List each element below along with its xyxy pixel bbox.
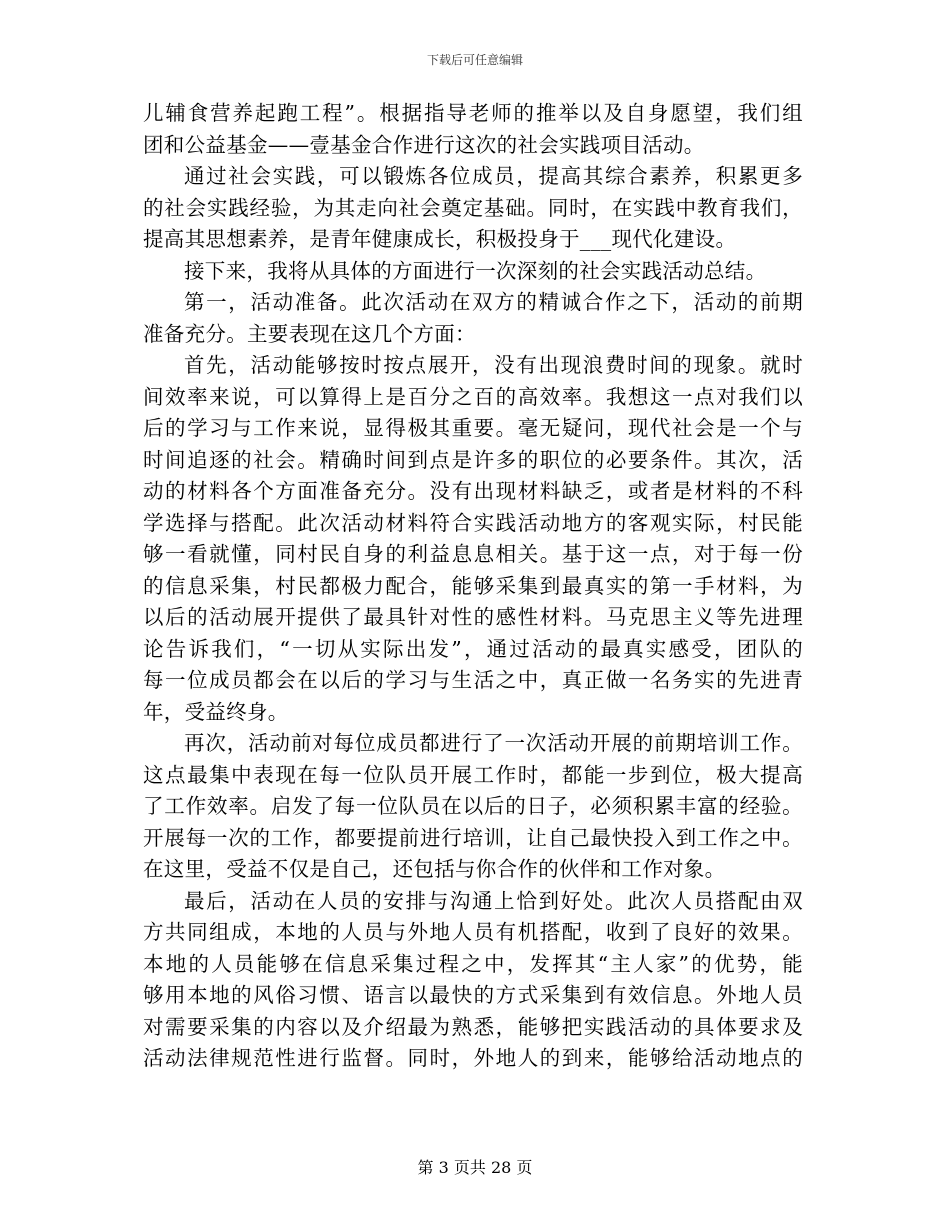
text-line: 通过社会实践，可以锻炼各位成员，提高其综合素养，积累更多 bbox=[184, 164, 803, 188]
text-line: 最后，活动在人员的安排与沟通上恰到好处。此次人员搭配由双 bbox=[184, 888, 803, 913]
text-line: 够一看就懂，同村民自身的利益息息相关。基于这一点，对于每一份 bbox=[143, 542, 803, 566]
text-line: 方共同组成，本地的人员与外地人员有机搭配，收到了良好的效果。 bbox=[143, 920, 803, 944]
text-line: 第一，活动准备。此次活动在双方的精诚合作之下，活动的前期 bbox=[184, 290, 803, 314]
page-header: 下载后可任意编辑 bbox=[426, 53, 523, 67]
text-line: 准备充分。主要表现在这几个方面： bbox=[143, 321, 476, 346]
document-body bbox=[143, 98, 803, 1075]
text-line: 年，受益终身。 bbox=[143, 699, 289, 724]
text-line: 接下来，我将从具体的方面进行一次深刻的社会实践活动总结。 bbox=[184, 258, 767, 283]
text-line: 首先，活动能够按时按点展开，没有出现浪费时间的现象。就时 bbox=[184, 353, 803, 377]
text-line: 每一位成员都会在以后的学习与生活之中，真正做一名务实的先进青 bbox=[143, 668, 803, 692]
text-line: 再次，活动前对每位成员都进行了一次活动开展的前期培训工作。 bbox=[184, 731, 803, 755]
text-line: 时间追逐的社会。精确时间到点是许多的职位的必要条件。其次，活 bbox=[143, 447, 803, 472]
text-line: 论告诉我们，“一切从实际出发”，通过活动的最真实感受，团队的 bbox=[143, 636, 803, 661]
text-line: 的社会实践经验，为其走向社会奠定基础。同时，在实践中教育我们， bbox=[143, 195, 803, 220]
text-line: 儿辅食营养起跑工程”。根据指导老师的推举以及自身愿望，我们组 bbox=[143, 101, 803, 125]
text-line: 学选择与搭配。此次活动材料符合实践活动地方的客观实际，村民能 bbox=[143, 510, 803, 535]
text-line: 后的学习与工作来说，显得极其重要。毫无疑问，现代社会是一个与 bbox=[143, 416, 803, 440]
text-line: 这点最集中表现在每一位队员开展工作时，都能一步到位，极大提高 bbox=[143, 762, 803, 787]
text-line: 够用本地的风俗习惯、语言以最快的方式采集到有效信息。外地人员 bbox=[143, 983, 803, 1007]
text-line: 本地的人员能够在信息采集过程之中，发挥其“主人家”的优势，能 bbox=[143, 951, 803, 976]
text-line: 对需要采集的内容以及介绍最为熟悉，能够把实践活动的具体要求及 bbox=[143, 1014, 803, 1039]
text-line: 以后的活动展开提供了最具针对性的感性材料。马克思主义等先进理 bbox=[143, 605, 803, 629]
page-number: 第 3 页共 28 页 bbox=[417, 1158, 533, 1177]
text-line: 的信息采集，村民都极力配合，能够采集到最真实的第一手材料，为 bbox=[143, 573, 803, 598]
text-line: 在这里，受益不仅是自己，还包括与你合作的伙伴和工作对象。 bbox=[143, 857, 726, 881]
text-line: 了工作效率。启发了每一位队员在以后的日子，必须积累丰富的经验。 bbox=[143, 794, 803, 818]
text-line: 动的材料各个方面准备充分。没有出现材料缺乏，或者是材料的不科 bbox=[143, 479, 803, 503]
text-line: 间效率来说，可以算得上是百分之百的高效率。我想这一点对我们以 bbox=[143, 384, 803, 409]
text-line: 开展每一次的工作，都要提前进行培训，让自己最快投入到工作之中。 bbox=[143, 825, 803, 850]
text-line: 提高其思想素养，是青年健康成长，积极投身于___现代化建设。 bbox=[143, 227, 737, 251]
text-line: 团和公益基金——壹基金合作进行这次的社会实践项目活动。 bbox=[143, 132, 705, 157]
text-line: 活动法律规范性进行监督。同时，外地人的到来，能够给活动地点的 bbox=[143, 1046, 803, 1070]
